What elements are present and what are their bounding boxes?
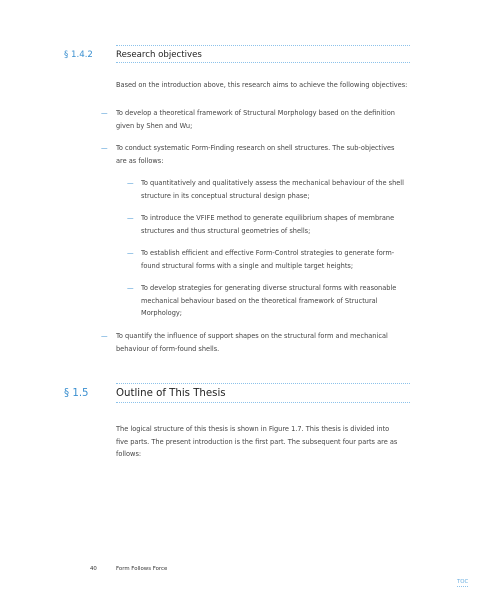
sub-objective-line: To develop strategies for generating diverse structural forms with reasonable <box>141 284 397 292</box>
sub-objective-text <box>141 247 421 272</box>
intro-paragraph: Based on the introduction above, this research aims to achieve the following objectives: <box>116 81 408 89</box>
objective-line: To develop a theoretical framework of Structural Morphology based on the definition <box>116 109 395 117</box>
dash-bullet: — <box>127 249 134 257</box>
objective-line: are as follows: <box>116 156 164 165</box>
sub-objective-line: To establish efficient and effective Form-Control strategies to generate form- <box>141 249 395 257</box>
dash-bullet: — <box>101 144 108 152</box>
sub-objective-line: found structural forms with a single and multiple target heights; <box>141 261 354 270</box>
toc-link[interactable]: TOC <box>457 579 469 585</box>
objective-line: To quantify the influence of support shapes on the structural form and mechanical <box>116 332 388 340</box>
outline-line: follows: <box>116 450 142 458</box>
objective-text <box>116 107 416 132</box>
dash-bullet: — <box>101 109 108 117</box>
dash-bullet: — <box>101 332 108 340</box>
objective-text <box>116 142 416 167</box>
book-title: Form Follows Force <box>116 566 168 572</box>
outline-line: The logical structure of this thesis is shown in Figure 1.7. This thesis is divided into <box>116 425 390 433</box>
dash-bullet: — <box>127 284 134 292</box>
sub-objective-line: To introduce the VFIFE method to generate equilibrium shapes of membrane <box>141 214 395 222</box>
objective-line: behaviour of form-found shells. <box>116 344 220 353</box>
page-number: 40 <box>90 566 97 572</box>
dash-bullet: — <box>127 214 134 222</box>
section-title: Research objectives <box>116 50 202 60</box>
section-divider-top <box>116 383 410 384</box>
dash-bullet: — <box>127 179 134 187</box>
sub-objective-line: structures and thus structural geometries of shells; <box>141 226 311 235</box>
section-title: Outline of This Thesis <box>116 388 226 399</box>
sub-objective-line: structure in its conceptual structural design phase; <box>141 191 310 200</box>
objective-text <box>116 330 416 355</box>
top-divider <box>116 45 410 46</box>
sub-objective-text <box>141 177 421 202</box>
objective-line: To conduct systematic Form-Finding research on shell structures. The sub-objectives <box>116 144 395 152</box>
sub-objective-line: To quantitatively and qualitatively assess the mechanical behaviour of the shell <box>141 179 404 187</box>
section-divider <box>116 62 410 63</box>
outline-line: five parts. The present introduction is the first part. The subsequent four parts are as <box>116 437 398 446</box>
section-divider <box>116 402 410 403</box>
outline-paragraph <box>116 423 416 461</box>
objective-line: given by Shen and Wu; <box>116 121 193 130</box>
sub-objective-text <box>141 282 421 320</box>
sub-objective-text <box>141 212 421 237</box>
sub-objective-line: Morphology; <box>141 309 183 317</box>
section-number: § 1.4.2 <box>64 50 93 60</box>
sub-objective-line: mechanical behaviour based on the theoretical framework of Structural <box>141 296 378 305</box>
section-number: § 1.5 <box>64 388 89 399</box>
